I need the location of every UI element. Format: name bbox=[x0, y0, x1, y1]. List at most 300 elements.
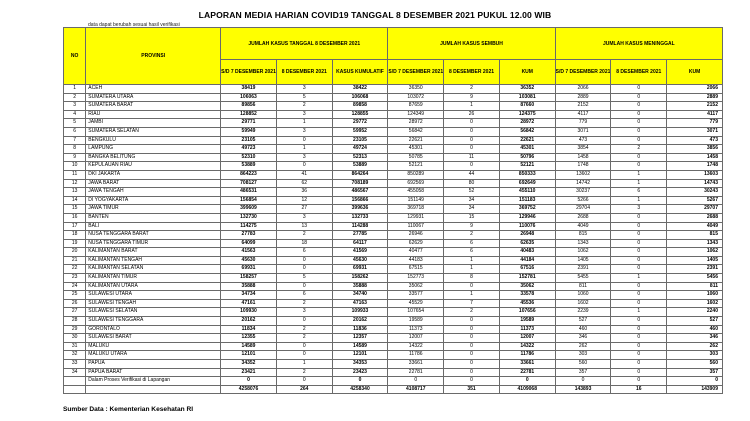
row-sembuh-kum: 152781 bbox=[499, 274, 555, 283]
row-sembuh-kum: 129946 bbox=[499, 213, 555, 222]
header-meninggal-kum: KUM bbox=[667, 60, 723, 85]
row-no: 19 bbox=[64, 239, 86, 248]
row-meninggal-sd: 357 bbox=[555, 368, 611, 377]
row-kasus-kumulatif: 132733 bbox=[332, 213, 388, 222]
row-kasus-sd: 486531 bbox=[221, 188, 277, 197]
row-sembuh-day: 8 bbox=[444, 274, 500, 283]
row-sembuh-day: 0 bbox=[444, 136, 500, 145]
row-sembuh-sd: 152773 bbox=[388, 274, 444, 283]
row-meninggal-sd: 3854 bbox=[555, 145, 611, 154]
row-sembuh-kum: 28972 bbox=[499, 119, 555, 128]
row-province: RIAU bbox=[86, 110, 221, 119]
row-no: 9 bbox=[64, 153, 86, 162]
row-kasus-day: 41 bbox=[276, 170, 332, 179]
row-sembuh-kum: 4109068 bbox=[499, 385, 555, 394]
table-row bbox=[64, 299, 723, 308]
table-row bbox=[64, 153, 723, 162]
row-meninggal-day: 6 bbox=[611, 188, 667, 197]
row-meninggal-kum: 5456 bbox=[667, 274, 723, 283]
row-sembuh-day: 26 bbox=[444, 110, 500, 119]
row-no: 31 bbox=[64, 342, 86, 351]
row-sembuh-kum: 11786 bbox=[499, 351, 555, 360]
row-province: JAMBI bbox=[86, 119, 221, 128]
row-kasus-kumulatif: 156866 bbox=[332, 196, 388, 205]
row-sembuh-sd: 4108717 bbox=[388, 385, 444, 394]
table-row bbox=[64, 334, 723, 343]
row-kasus-sd: 20162 bbox=[221, 317, 277, 326]
row-kasus-sd: 47161 bbox=[221, 299, 277, 308]
row-meninggal-day: 0 bbox=[611, 222, 667, 231]
row-sembuh-day: 0 bbox=[444, 368, 500, 377]
header-group-sembuh: JUMLAH KASUS SEMBUH bbox=[388, 28, 555, 60]
table-row bbox=[64, 265, 723, 274]
row-kasus-kumulatif: 11836 bbox=[332, 325, 388, 334]
row-meninggal-kum: 1602 bbox=[667, 299, 723, 308]
row-no: 8 bbox=[64, 145, 86, 154]
row-kasus-kumulatif: 23423 bbox=[332, 368, 388, 377]
table-row bbox=[64, 188, 723, 197]
row-kasus-day: 0 bbox=[276, 265, 332, 274]
row-kasus-day: 2 bbox=[276, 299, 332, 308]
row-no: 15 bbox=[64, 205, 86, 214]
table-row bbox=[64, 110, 723, 119]
row-meninggal-day: 0 bbox=[611, 110, 667, 119]
row-kasus-kumulatif: 41569 bbox=[332, 248, 388, 257]
row-kasus-day: 62 bbox=[276, 179, 332, 188]
row-no: 18 bbox=[64, 231, 86, 240]
row-province: KEPULAUAN RIAU bbox=[86, 162, 221, 171]
row-no: 16 bbox=[64, 213, 86, 222]
row-meninggal-kum: 346 bbox=[667, 334, 723, 343]
row-kasus-sd: 708127 bbox=[221, 179, 277, 188]
row-kasus-sd: 64099 bbox=[221, 239, 277, 248]
row-sembuh-sd: 45529 bbox=[388, 299, 444, 308]
row-meninggal-sd: 303 bbox=[555, 351, 611, 360]
row-kasus-day: 0 bbox=[276, 136, 332, 145]
row-meninggal-kum: 815 bbox=[667, 231, 723, 240]
table-row bbox=[64, 360, 723, 369]
row-sembuh-sd: 36350 bbox=[388, 85, 444, 94]
row-kasus-kumulatif: 34740 bbox=[332, 291, 388, 300]
row-kasus-sd: 69931 bbox=[221, 265, 277, 274]
row-sembuh-kum: 26948 bbox=[499, 231, 555, 240]
row-kasus-kumulatif: 35888 bbox=[332, 282, 388, 291]
row-sembuh-sd: 52121 bbox=[388, 162, 444, 171]
row-kasus-kumulatif: 14589 bbox=[332, 342, 388, 351]
row-no: 13 bbox=[64, 188, 86, 197]
row-meninggal-sd: 2066 bbox=[555, 85, 611, 94]
row-sembuh-kum: 36352 bbox=[499, 85, 555, 94]
row-meninggal-day: 16 bbox=[611, 385, 667, 394]
table-row bbox=[64, 256, 723, 265]
row-province: PAPUA BARAT bbox=[86, 368, 221, 377]
row-sembuh-sd: 22781 bbox=[388, 368, 444, 377]
row-meninggal-day: 1 bbox=[611, 170, 667, 179]
row-meninggal-day: 0 bbox=[611, 231, 667, 240]
row-kasus-day: 3 bbox=[276, 110, 332, 119]
row-kasus-kumulatif: 128855 bbox=[332, 110, 388, 119]
row-kasus-kumulatif: 158262 bbox=[332, 274, 388, 283]
header-sembuh-day: 8 DESEMBER 2021 bbox=[444, 60, 500, 85]
row-meninggal-kum: 4117 bbox=[667, 110, 723, 119]
row-sembuh-sd: 87659 bbox=[388, 102, 444, 111]
row-kasus-sd: 41563 bbox=[221, 248, 277, 257]
row-sembuh-sd: 67515 bbox=[388, 265, 444, 274]
row-kasus-day: 264 bbox=[276, 385, 332, 394]
verification-note: data dapat berubah sesuai hasil verifikasi bbox=[88, 22, 180, 28]
row-kasus-kumulatif: 106068 bbox=[332, 93, 388, 102]
row-sembuh-sd: 33661 bbox=[388, 360, 444, 369]
row-province: GORONTALO bbox=[86, 325, 221, 334]
row-kasus-sd: 35888 bbox=[221, 282, 277, 291]
row-no: 14 bbox=[64, 196, 86, 205]
row-kasus-day: 18 bbox=[276, 239, 332, 248]
row-kasus-kumulatif: 20162 bbox=[332, 317, 388, 326]
row-kasus-sd: 11834 bbox=[221, 325, 277, 334]
row-sembuh-sd: 455058 bbox=[388, 188, 444, 197]
table-row bbox=[64, 325, 723, 334]
total-row bbox=[64, 385, 723, 394]
row-sembuh-kum: 19589 bbox=[499, 317, 555, 326]
row-kasus-sd: 106063 bbox=[221, 93, 277, 102]
row-sembuh-day: 0 bbox=[444, 317, 500, 326]
row-sembuh-day: 9 bbox=[444, 222, 500, 231]
row-sembuh-day: 11 bbox=[444, 153, 500, 162]
table-row bbox=[64, 127, 723, 136]
row-sembuh-sd: 103072 bbox=[388, 93, 444, 102]
row-province: JAWA BARAT bbox=[86, 179, 221, 188]
table-row bbox=[64, 377, 723, 386]
row-sembuh-kum: 67516 bbox=[499, 265, 555, 274]
row-meninggal-kum: 460 bbox=[667, 325, 723, 334]
row-kasus-day: 5 bbox=[276, 93, 332, 102]
row-kasus-day: 3 bbox=[276, 308, 332, 317]
row-no: 7 bbox=[64, 136, 86, 145]
row-sembuh-day: 34 bbox=[444, 196, 500, 205]
row-sembuh-day: 80 bbox=[444, 179, 500, 188]
row-sembuh-kum: 62635 bbox=[499, 239, 555, 248]
row-province: SULAWESI SELATAN bbox=[86, 308, 221, 317]
row-no: 24 bbox=[64, 282, 86, 291]
row-meninggal-kum: 2688 bbox=[667, 213, 723, 222]
row-kasus-sd: 89856 bbox=[221, 102, 277, 111]
row-sembuh-day: 2 bbox=[444, 85, 500, 94]
row-sembuh-sd: 22621 bbox=[388, 136, 444, 145]
row-province: JAWA TENGAH bbox=[86, 188, 221, 197]
header-provinsi: PROVINSI bbox=[86, 28, 221, 85]
row-kasus-sd: 864223 bbox=[221, 170, 277, 179]
row-meninggal-kum: 527 bbox=[667, 317, 723, 326]
row-meninggal-day: 0 bbox=[611, 239, 667, 248]
row-sembuh-kum: 40483 bbox=[499, 248, 555, 257]
row-province: NUSA TENGGARA TIMUR bbox=[86, 239, 221, 248]
row-meninggal-sd: 5455 bbox=[555, 274, 611, 283]
table-row bbox=[64, 102, 723, 111]
row-sembuh-sd: 129931 bbox=[388, 213, 444, 222]
row-meninggal-day: 0 bbox=[611, 342, 667, 351]
row-no bbox=[64, 385, 86, 394]
row-sembuh-sd: 850289 bbox=[388, 170, 444, 179]
row-meninggal-kum: 473 bbox=[667, 136, 723, 145]
row-sembuh-day: 0 bbox=[444, 351, 500, 360]
table-row bbox=[64, 205, 723, 214]
row-kasus-day: 13 bbox=[276, 222, 332, 231]
table-row bbox=[64, 351, 723, 360]
row-meninggal-sd: 13602 bbox=[555, 170, 611, 179]
row-sembuh-day: 9 bbox=[444, 93, 500, 102]
row-sembuh-day: 0 bbox=[444, 282, 500, 291]
table-row bbox=[64, 291, 723, 300]
row-kasus-sd: 29771 bbox=[221, 119, 277, 128]
row-meninggal-sd: 4117 bbox=[555, 110, 611, 119]
row-meninggal-kum: 2889 bbox=[667, 93, 723, 102]
row-kasus-kumulatif: 23105 bbox=[332, 136, 388, 145]
row-sembuh-sd: 107654 bbox=[388, 308, 444, 317]
row-kasus-kumulatif: 45630 bbox=[332, 256, 388, 265]
row-meninggal-day: 0 bbox=[611, 85, 667, 94]
row-sembuh-sd: 11373 bbox=[388, 325, 444, 334]
row-kasus-sd: 0 bbox=[221, 377, 277, 386]
row-province: BENGKULU bbox=[86, 136, 221, 145]
row-meninggal-sd: 14742 bbox=[555, 179, 611, 188]
row-no: 11 bbox=[64, 170, 86, 179]
row-meninggal-kum: 1458 bbox=[667, 153, 723, 162]
row-meninggal-sd: 811 bbox=[555, 282, 611, 291]
header-kasus-sd: S/D 7 DESEMBER 2021 bbox=[221, 60, 277, 85]
row-kasus-kumulatif: 114288 bbox=[332, 222, 388, 231]
header-group-kasus: JUMLAH KASUS TANGGAL 8 DESEMBER 2021 bbox=[221, 28, 388, 60]
row-kasus-day: 6 bbox=[276, 291, 332, 300]
row-sembuh-day: 6 bbox=[444, 239, 500, 248]
row-meninggal-sd: 560 bbox=[555, 360, 611, 369]
table-row bbox=[64, 179, 723, 188]
row-sembuh-kum: 455110 bbox=[499, 188, 555, 197]
row-province: KALIMANTAN BARAT bbox=[86, 248, 221, 257]
row-province: NUSA TENGGARA BARAT bbox=[86, 231, 221, 240]
row-meninggal-kum: 560 bbox=[667, 360, 723, 369]
row-kasus-sd: 158257 bbox=[221, 274, 277, 283]
row-meninggal-day: 0 bbox=[611, 299, 667, 308]
row-sembuh-day: 2 bbox=[444, 231, 500, 240]
row-kasus-day: 3 bbox=[276, 127, 332, 136]
row-meninggal-kum: 143909 bbox=[667, 385, 723, 394]
row-sembuh-day: 2 bbox=[444, 308, 500, 317]
row-meninggal-sd: 3071 bbox=[555, 127, 611, 136]
row-meninggal-kum: 262 bbox=[667, 342, 723, 351]
row-meninggal-sd: 1060 bbox=[555, 291, 611, 300]
row-meninggal-day: 0 bbox=[611, 136, 667, 145]
row-province: ACEH bbox=[86, 85, 221, 94]
row-meninggal-sd: 473 bbox=[555, 136, 611, 145]
row-meninggal-kum: 1060 bbox=[667, 291, 723, 300]
table-row bbox=[64, 282, 723, 291]
row-kasus-day: 3 bbox=[276, 153, 332, 162]
row-sembuh-kum: 87660 bbox=[499, 102, 555, 111]
row-sembuh-sd: 12007 bbox=[388, 334, 444, 343]
row-meninggal-kum: 2066 bbox=[667, 85, 723, 94]
row-sembuh-kum: 45536 bbox=[499, 299, 555, 308]
row-kasus-sd: 34352 bbox=[221, 360, 277, 369]
row-kasus-sd: 59949 bbox=[221, 127, 277, 136]
row-province: SULAWESI TENGGARA bbox=[86, 317, 221, 326]
row-no: 25 bbox=[64, 291, 86, 300]
row-sembuh-sd: 110067 bbox=[388, 222, 444, 231]
row-meninggal-kum: 1062 bbox=[667, 248, 723, 257]
row-kasus-day: 3 bbox=[276, 213, 332, 222]
row-sembuh-day: 0 bbox=[444, 325, 500, 334]
row-no: 20 bbox=[64, 248, 86, 257]
row-meninggal-sd: 527 bbox=[555, 317, 611, 326]
row-sembuh-sd: 369718 bbox=[388, 205, 444, 214]
row-kasus-day: 0 bbox=[276, 256, 332, 265]
row-meninggal-day: 0 bbox=[611, 213, 667, 222]
row-meninggal-kum: 779 bbox=[667, 119, 723, 128]
table-row bbox=[64, 248, 723, 257]
row-meninggal-kum: 811 bbox=[667, 282, 723, 291]
row-kasus-day: 0 bbox=[276, 282, 332, 291]
row-meninggal-sd: 29704 bbox=[555, 205, 611, 214]
row-meninggal-sd: 2239 bbox=[555, 308, 611, 317]
row-meninggal-sd: 5266 bbox=[555, 196, 611, 205]
row-province: KALIMANTAN TENGAH bbox=[86, 256, 221, 265]
header-sembuh-kum: KUM bbox=[499, 60, 555, 85]
row-meninggal-kum: 1748 bbox=[667, 162, 723, 171]
row-kasus-sd: 114275 bbox=[221, 222, 277, 231]
row-sembuh-day: 351 bbox=[444, 385, 500, 394]
row-meninggal-day: 0 bbox=[611, 265, 667, 274]
row-meninggal-day: 0 bbox=[611, 256, 667, 265]
row-province: PAPUA bbox=[86, 360, 221, 369]
row-kasus-kumulatif: 27785 bbox=[332, 231, 388, 240]
row-sembuh-kum: 850333 bbox=[499, 170, 555, 179]
row-sembuh-sd: 124349 bbox=[388, 110, 444, 119]
row-meninggal-day: 1 bbox=[611, 196, 667, 205]
row-meninggal-sd: 143893 bbox=[555, 385, 611, 394]
row-sembuh-kum: 110076 bbox=[499, 222, 555, 231]
row-meninggal-day: 0 bbox=[611, 368, 667, 377]
row-no: 3 bbox=[64, 102, 86, 111]
row-kasus-sd: 399609 bbox=[221, 205, 277, 214]
row-meninggal-sd: 2152 bbox=[555, 102, 611, 111]
row-kasus-kumulatif: 864264 bbox=[332, 170, 388, 179]
row-sembuh-kum: 124375 bbox=[499, 110, 555, 119]
header-kasus-kumulatif: KASUS KUMULATIF bbox=[332, 60, 388, 85]
row-sembuh-kum: 50796 bbox=[499, 153, 555, 162]
row-sembuh-sd: 62629 bbox=[388, 239, 444, 248]
table-row bbox=[64, 85, 723, 94]
table-row bbox=[64, 136, 723, 145]
table-row bbox=[64, 213, 723, 222]
row-kasus-day: 1 bbox=[276, 145, 332, 154]
row-province: LAMPUNG bbox=[86, 145, 221, 154]
row-kasus-day: 36 bbox=[276, 188, 332, 197]
row-kasus-sd: 132730 bbox=[221, 213, 277, 222]
row-sembuh-day: 1 bbox=[444, 102, 500, 111]
row-meninggal-kum: 4049 bbox=[667, 222, 723, 231]
row-meninggal-sd: 346 bbox=[555, 334, 611, 343]
row-meninggal-sd: 2688 bbox=[555, 213, 611, 222]
row-sembuh-kum: 11373 bbox=[499, 325, 555, 334]
table-row bbox=[64, 222, 723, 231]
row-province: BALI bbox=[86, 222, 221, 231]
row-sembuh-kum: 45301 bbox=[499, 145, 555, 154]
row-no: 4 bbox=[64, 110, 86, 119]
row-meninggal-kum: 14743 bbox=[667, 179, 723, 188]
row-sembuh-day: 1 bbox=[444, 265, 500, 274]
row-no: 12 bbox=[64, 179, 86, 188]
row-meninggal-kum: 5267 bbox=[667, 196, 723, 205]
table-row bbox=[64, 239, 723, 248]
table-row bbox=[64, 274, 723, 283]
table-row bbox=[64, 308, 723, 317]
row-kasus-kumulatif: 38422 bbox=[332, 85, 388, 94]
row-meninggal-day: 1 bbox=[611, 308, 667, 317]
row-sembuh-kum: 33578 bbox=[499, 291, 555, 300]
row-no: 2 bbox=[64, 93, 86, 102]
header-group-meninggal: JUMLAH KASUS MENINGGAL bbox=[555, 28, 722, 60]
row-sembuh-day: 15 bbox=[444, 213, 500, 222]
row-meninggal-sd: 779 bbox=[555, 119, 611, 128]
header-kasus-day: 8 DESEMBER 2021 bbox=[276, 60, 332, 85]
row-province: SULAWESI TENGAH bbox=[86, 299, 221, 308]
table-row bbox=[64, 317, 723, 326]
row-sembuh-sd: 692569 bbox=[388, 179, 444, 188]
row-meninggal-day: 1 bbox=[611, 274, 667, 283]
row-province: MALUKU bbox=[86, 342, 221, 351]
row-sembuh-day: 0 bbox=[444, 119, 500, 128]
row-kasus-sd: 23421 bbox=[221, 368, 277, 377]
row-sembuh-sd: 19589 bbox=[388, 317, 444, 326]
table-row bbox=[64, 93, 723, 102]
row-meninggal-day: 0 bbox=[611, 93, 667, 102]
row-kasus-day: 2 bbox=[276, 102, 332, 111]
row-kasus-kumulatif: 4258340 bbox=[332, 385, 388, 394]
row-kasus-day: 27 bbox=[276, 205, 332, 214]
row-sembuh-kum: 12007 bbox=[499, 334, 555, 343]
row-sembuh-kum: 33661 bbox=[499, 360, 555, 369]
row-kasus-sd: 23105 bbox=[221, 136, 277, 145]
row-kasus-kumulatif: 52313 bbox=[332, 153, 388, 162]
row-kasus-day: 2 bbox=[276, 368, 332, 377]
row-meninggal-sd: 815 bbox=[555, 231, 611, 240]
row-meninggal-kum: 303 bbox=[667, 351, 723, 360]
row-kasus-sd: 14589 bbox=[221, 342, 277, 351]
row-kasus-day: 12 bbox=[276, 196, 332, 205]
row-no: 32 bbox=[64, 351, 86, 360]
row-kasus-sd: 53889 bbox=[221, 162, 277, 171]
row-province: JAWA TIMUR bbox=[86, 205, 221, 214]
row-sembuh-sd: 33577 bbox=[388, 291, 444, 300]
table-row bbox=[64, 368, 723, 377]
row-no: 21 bbox=[64, 256, 86, 265]
row-province: SULAWESI UTARA bbox=[86, 291, 221, 300]
table-row bbox=[64, 170, 723, 179]
row-kasus-day: 5 bbox=[276, 274, 332, 283]
row-meninggal-day: 0 bbox=[611, 282, 667, 291]
row-kasus-kumulatif: 708189 bbox=[332, 179, 388, 188]
row-meninggal-kum: 30243 bbox=[667, 188, 723, 197]
row-meninggal-sd: 1062 bbox=[555, 248, 611, 257]
row-sembuh-sd: 26946 bbox=[388, 231, 444, 240]
row-province: KALIMANTAN TIMUR bbox=[86, 274, 221, 283]
row-kasus-kumulatif: 47163 bbox=[332, 299, 388, 308]
row-meninggal-day: 0 bbox=[611, 119, 667, 128]
row-province: KALIMANTAN SELATAN bbox=[86, 265, 221, 274]
row-meninggal-day: 1 bbox=[611, 179, 667, 188]
row-sembuh-kum: 35062 bbox=[499, 282, 555, 291]
row-kasus-sd: 12101 bbox=[221, 351, 277, 360]
row-kasus-kumulatif: 12357 bbox=[332, 334, 388, 343]
